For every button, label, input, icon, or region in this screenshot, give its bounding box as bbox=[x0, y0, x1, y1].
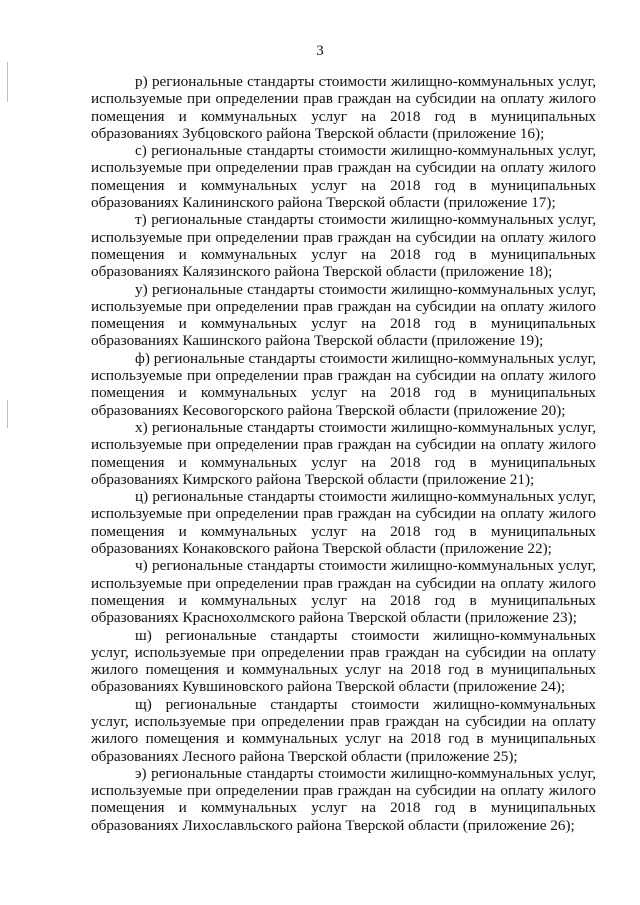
page-number: 3 bbox=[316, 43, 324, 59]
paragraph-s: с) региональные стандарты стоимости жилищно-коммунальных услуг, используемые при определении прав граждан на субсидии на оплату жилого помещения и коммунальных услуг на 2018 год в муниципальных образованиях Калининского района Тверской области (приложение 17); bbox=[91, 142, 596, 212]
paragraph-e: э) региональные стандарты стоимости жилищно-коммунальных услуг, используемые при определении прав граждан на субсидии на оплату жилого помещения и коммунальных услуг на 2018 год в муниципальных образованиях Лихославльского района Тверской области (приложение 26); bbox=[91, 764, 596, 834]
paragraph-shch: щ) региональные стандарты стоимости жилищно-коммунальных услуг, используемые при определении прав граждан на субсидии на оплату жилого помещения и коммунальных услуг на 2018 год в муниципальных образованиях Лесного района Тверской области (приложение 25); bbox=[91, 695, 596, 765]
paragraph-kh: х) региональные стандарты стоимости жилищно-коммунальных услуг, используемые при определении прав граждан на субсидии на оплату жилого помещения и коммунальных услуг на 2018 год в муниципальных образованиях Кимрского района Тверской области (приложение 21); bbox=[91, 418, 596, 488]
paragraph-f: ф) региональные стандарты стоимости жилищно-коммунальных услуг, используемые при определении прав граждан на субсидии на оплату жилого помещения и коммунальных услуг на 2018 год в муниципальных образованиях Кесовогорского района Тверской области (приложение 20); bbox=[91, 349, 596, 419]
scan-margin-mark bbox=[7, 400, 8, 428]
paragraph-t: т) региональные стандарты стоимости жилищно-коммунальных услуг, используемые при определении прав граждан на субсидии на оплату жилого помещения и коммунальных услуг на 2018 год в муниципальных образованиях Калязинского района Тверской области (приложение 18); bbox=[91, 211, 596, 281]
scan-margin-mark bbox=[7, 62, 8, 102]
document-body bbox=[91, 73, 596, 834]
paragraph-u: у) региональные стандарты стоимости жилищно-коммунальных услуг, используемые при определении прав граждан на субсидии на оплату жилого помещения и коммунальных услуг на 2018 год в муниципальных образованиях Кашинского района Тверской области (приложение 19); bbox=[91, 280, 596, 350]
paragraph-r: р) региональные стандарты стоимости жилищно-коммунальных услуг, используемые при определении прав граждан на субсидии на оплату жилого помещения и коммунальных услуг на 2018 год в муниципальных образованиях Зубцовского района Тверской области (приложение 16); bbox=[91, 73, 596, 142]
paragraph-ts: ц) региональные стандарты стоимости жилищно-коммунальных услуг, используемые при определении прав граждан на субсидии на оплату жилого помещения и коммунальных услуг на 2018 год в муниципальных образованиях Конаковского района Тверской области (приложение 22); bbox=[91, 488, 596, 558]
paragraph-ch: ч) региональные стандарты стоимости жилищно-коммунальных услуг, используемые при определении прав граждан на субсидии на оплату жилого помещения и коммунальных услуг на 2018 год в муниципальных образованиях Краснохолмского района Тверской области (приложение 23); bbox=[91, 557, 596, 627]
paragraph-sh: ш) региональные стандарты стоимости жилищно-коммунальных услуг, используемые при определении прав граждан на субсидии на оплату жилого помещения и коммунальных услуг на 2018 год в муниципальных образованиях Кувшиновского района Тверской области (приложение 24); bbox=[91, 626, 596, 696]
